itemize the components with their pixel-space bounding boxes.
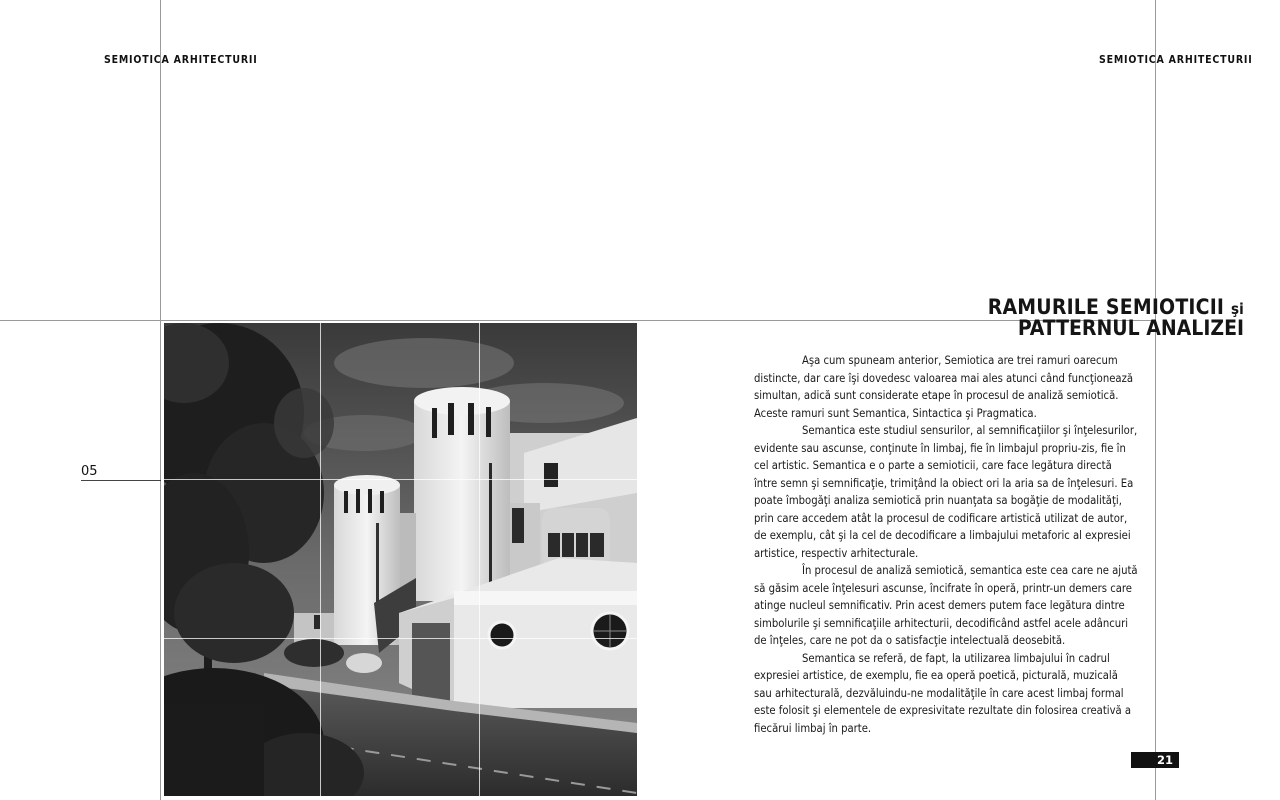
photo-grid-line xyxy=(320,323,321,796)
running-header-right: SEMIOTICA ARHITECTURII xyxy=(1099,54,1253,66)
right-page-number: 21 xyxy=(1131,752,1179,768)
left-margin-line xyxy=(160,0,161,800)
paragraph: Semantica este studiul sensurilor, al semnificaţiilor şi înţelesurilor, evidente sau ascunse, conţinute în limbaj, fie în limbajul propriu-zis, fie în cel artistic. Semantica e o parte a semioticii, care face legătura directă între semn şi semnificaţie, trimiţând la obiect ori la aria sa de înţelesuri. Ea poate îmbogăţi analiza semiotică prin nuanţata sa bogăţie de modalităţi, prin care accedem atât la procesul de codificare artistică utilizat de autor, de exemplu, cât şi la cel de decodificare a limbajului metaforic al expresiei artistice, respectiv arhitecturale. xyxy=(754,424,1138,560)
horizontal-guide-line xyxy=(0,320,1155,321)
section-title-line2: PATTERNUL ANALIZEI xyxy=(1017,316,1244,340)
right-margin-line xyxy=(1155,0,1156,800)
photo-grid-line xyxy=(479,323,480,796)
section-title xyxy=(987,295,1244,340)
paragraph: În procesul de analiză semiotică, semantica este cea care ne ajută să găsim acele înţelesuri ascunse, încifrate în operă, printr-un demers care atinge nucleul semnificativ. Prin acest demers putem face legătura dintre simbolurile şi semnificaţiile arhitecturii, decodificând astfel acele adâncuri de înţeles, care ne pot da o satisfacţie intelectuală deosebită. xyxy=(754,564,1138,647)
left-page-number: 05 xyxy=(81,464,98,479)
photo-grid-line xyxy=(164,479,637,480)
paragraph: Aşa cum spuneam anterior, Semiotica are trei ramuri oarecum distincte, dar care îşi dovedesc valoarea mai ales atunci când funcţionează simultan, adică sunt considerate etape în procesul de analiză semiotică. Aceste ramuri sunt Semantica, Sintactica şi Pragmatica. xyxy=(754,354,1134,420)
left-page-number-rule xyxy=(81,480,161,481)
body-text xyxy=(754,352,1138,737)
paragraph: Semantica se referă, de fapt, la utilizarea limbajului în cadrul expresiei artistice, de exemplu, fie ea operă poetică, picturală, muzicală sau arhitecturală, dezvăluindu-ne modalităţile în care acest limbaj formal este folosit şi elementele de expresivitate rezultate din folosirea creativă a fiecărui limbaj în parte. xyxy=(754,651,1132,735)
section-title-line1: RAMURILE SEMIOTICII xyxy=(987,295,1225,319)
running-header-left: SEMIOTICA ARHITECTURII xyxy=(104,54,258,66)
section-title-conjunction: şi xyxy=(1230,300,1244,318)
architecture-photo xyxy=(164,323,637,796)
photo-grid-line xyxy=(164,638,637,639)
